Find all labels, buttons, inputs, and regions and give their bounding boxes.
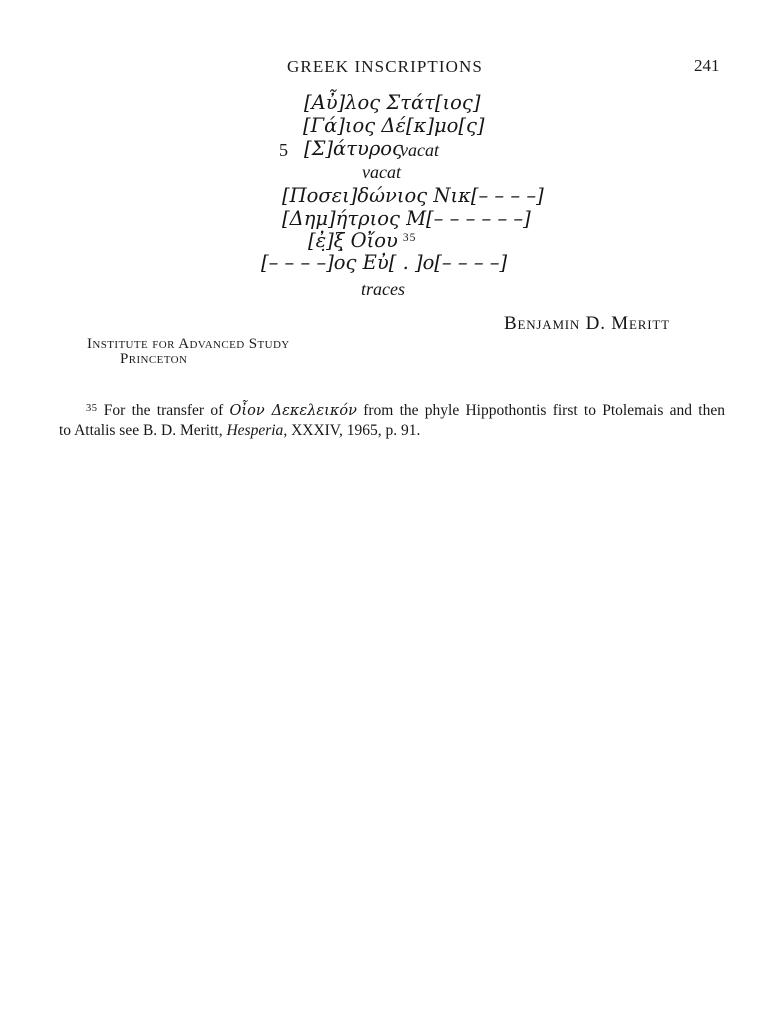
footnote-number: 35	[86, 403, 98, 414]
inscription-line-5: [Ποσει]δώνιος Νικ[– – – –]	[282, 184, 544, 207]
inscription-line-2: [Γά]ιος Δέ[κ]μο[ς]	[303, 114, 485, 137]
vacat-note-inline: vacat	[400, 140, 439, 160]
inscription-line-3: [Σ]άτυρος	[304, 137, 403, 160]
footnote-text-b: from the phyle Hippothontis first to Ptolemais and then	[356, 402, 725, 419]
footnote-text-c: to Attalis see B. D. Meritt,	[59, 422, 227, 439]
footnote-greek-phrase: Οἶον Δεκελεικόν	[229, 403, 357, 419]
footnote	[59, 399, 725, 441]
affiliation-city: Princeton	[120, 351, 188, 367]
footnote-line-2	[59, 421, 725, 441]
inscription-line-7	[308, 230, 416, 252]
vacat-note: vacat	[362, 162, 401, 182]
footnote-reference-marker: 35	[402, 232, 417, 244]
footnote-text-a: For the transfer of	[97, 402, 230, 419]
footnote-text-d: , XXXIV, 1965, p. 91.	[283, 422, 421, 439]
inscription-line-8: [– – – –]ος Εὐ[ . ]ο[– – – –]	[261, 251, 508, 274]
author-name: Benjamin D. Meritt	[504, 313, 670, 334]
footnote-journal-title: Hesperia	[226, 422, 284, 439]
inscription-line-1: [Αὖ]λος Στάτ[ιος]	[304, 91, 481, 114]
page-number: 241	[694, 56, 720, 75]
affiliation-institute: Institute for Advanced Study	[87, 336, 290, 352]
line-number-5: 5	[279, 140, 288, 160]
inscription-line-7-text: [ἐ̣]ξ̣ Οἴου	[308, 229, 398, 252]
page-title: GREEK INSCRIPTIONS	[287, 57, 483, 76]
traces-note: traces	[361, 279, 405, 299]
inscription-line-6: [Δημ]ήτριος Μ[– – – – – –]	[282, 207, 531, 230]
footnote-line-1	[59, 399, 725, 421]
